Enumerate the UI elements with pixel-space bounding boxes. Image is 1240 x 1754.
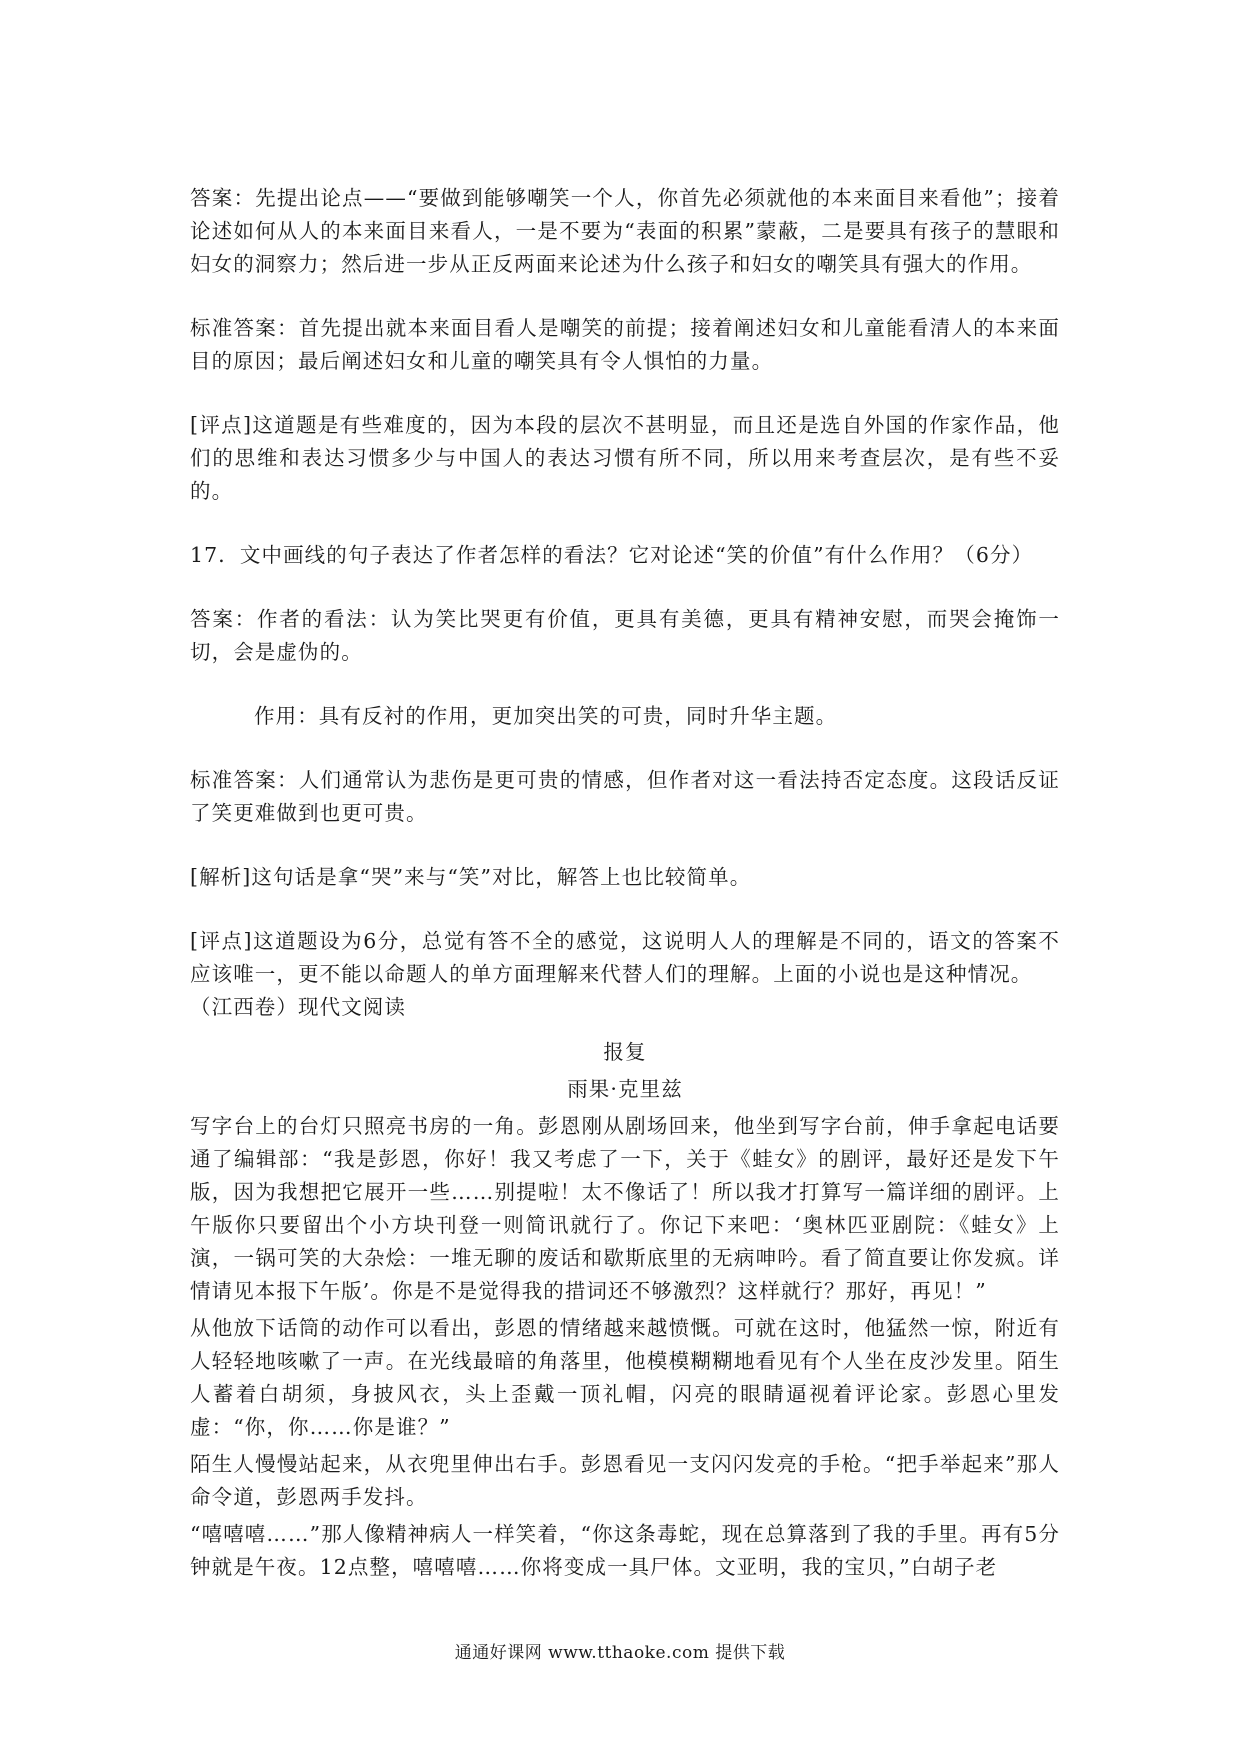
story-paragraph-2: 从他放下话筒的动作可以看出，彭恩的情绪越来越愤慨。可就在这时，他猛然一惊，附近有人轻轻地咳嗽了一声。在光线最暗的角落里，他模模糊糊地看见有个人坐在皮沙发里。陌生人蓄着白胡须，身披风衣，头上歪戴一顶礼帽，闪亮的眼睛逼视着评论家。彭恩心里发虚：“你，你……你是谁？” — [190, 1316, 1060, 1439]
page-content — [190, 182, 1060, 1584]
question-17: 17．文中画线的句子表达了作者怎样的看法？它对论述“笑的价值”有什么作用？（6分） — [190, 543, 1034, 567]
analysis-paragraph: [解析]这句话是拿“哭”来与“笑”对比，解答上也比较简单。 — [190, 865, 752, 889]
answer-17-effect: 作用：具有反衬的作用，更加突出笑的可贵，同时升华主题。 — [254, 704, 838, 728]
story-paragraph-3: 陌生人慢慢站起来，从衣兜里伸出右手。彭恩看见一支闪闪发亮的手枪。“把手举起来”那人命令道，彭恩两手发抖。 — [190, 1452, 1060, 1509]
section-heading: （江西卷）现代文阅读 — [190, 995, 406, 1019]
answer-paragraph: 答案：先提出论点——“要做到能够嘲笑一个人，你首先必须就他的本来面目来看他”；接着论述如何从人的本来面目来看人，一是不要为“表面的积累”蒙蔽，二是要具有孩子的慧眼和妇女的洞察力；然后进一步从正反两面来论述为什么孩子和妇女的嘲笑具有强大的作用。 — [190, 186, 1060, 276]
page-footer: 通通好课网 www.tthaoke.com 提供下载 — [454, 1643, 786, 1663]
comment-paragraph: [评点]这道题是有些难度的，因为本段的层次不甚明显，而且还是选自外国的作家作品，他们的思维和表达习惯多少与中国人的表达习惯有所不同，所以用来考查层次，是有些不妥的。 — [190, 413, 1060, 503]
standard-answer-paragraph: 标准答案：首先提出就本来面目看人是嘲笑的前提；接着阐述妇女和儿童能看清人的本来面目的原因；最后阐述妇女和儿童的嘲笑具有令人惧怕的力量。 — [190, 316, 1060, 373]
story-title: 报复 — [603, 1040, 647, 1064]
story-author: 雨果·克里兹 — [567, 1077, 683, 1101]
comment-17-paragraph: [评点]这道题设为6分，总觉有答不全的感觉，这说明人人的理解是不同的，语文的答案不应该唯一，更不能以命题人的单方面理解来代替人们的理解。上面的小说也是这种情况。 — [190, 929, 1060, 986]
story-paragraph-4: “嘻嘻嘻……”那人像精神病人一样笑着，“你这条毒蛇，现在总算落到了我的手里。再有5分钟就是午夜。12点整，嘻嘻嘻……你将变成一具尸体。文亚明，我的宝贝，”白胡子老 — [190, 1522, 1060, 1579]
standard-answer-17: 标准答案：人们通常认为悲伤是更可贵的情感，但作者对这一看法持否定态度。这段话反证了笑更难做到也更可贵。 — [190, 768, 1060, 825]
story-paragraph-1: 写字台上的台灯只照亮书房的一角。彭恩刚从剧场回来，他坐到写字台前，伸手拿起电话要通了编辑部：“我是彭恩，你好！我又考虑了一下，关于《蛙女》的剧评，最好还是发下午版，因为我想把它展开一些……别提啦！太不像话了！所以我才打算写一篇详细的剧评。上午版你只要留出个小方块刊登一则简讯就行了。你记下来吧：‘奥林匹亚剧院：《蛙女》上演，一锅可笑的大杂烩：一堆无聊的废话和歇斯底里的无病呻吟。看了简直要让你发疯。详情请见本报下午版’。你是不是觉得我的措词还不够激烈？这样就行？那好，再见！” — [190, 1114, 1060, 1303]
answer-17: 答案：作者的看法：认为笑比哭更有价值，更具有美德，更具有精神安慰，而哭会掩饰一切，会是虚伪的。 — [190, 607, 1060, 664]
